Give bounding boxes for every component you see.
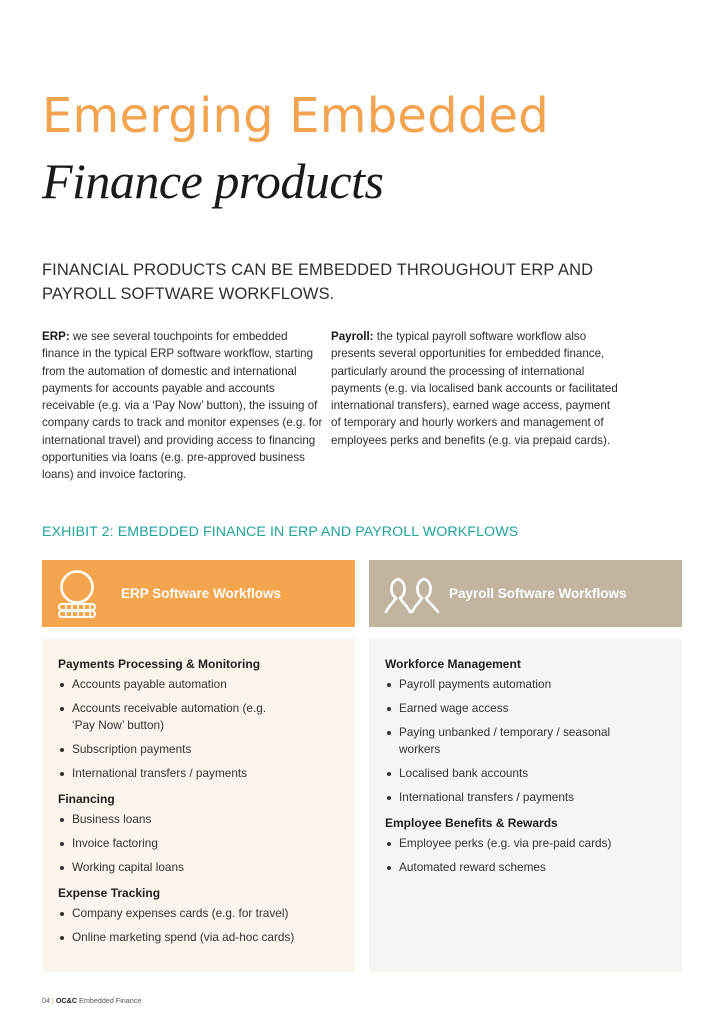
erp-intro-text: we see several touchpoints for embedded finance in the typical ERP software workflow, starting from the automation of domestic and international payments for accounts payable and accounts receivable (e.g. via a ‘Pay Now’ button), the issuing of company cards to track and monitor expenses (e.g. for international travel) and providing access to financing opportunities via loans (e.g. pre-approved business loans) and invoice factoring.	[42, 330, 323, 482]
brand-name: OC&C	[55, 996, 78, 1005]
erp-intro-label: ERP:	[42, 330, 70, 343]
list-item: Automated reward schemes	[385, 859, 666, 876]
section-title: Workforce Management	[385, 657, 521, 671]
erp-panel-header	[42, 560, 355, 627]
title-line-2: Finance products	[42, 153, 384, 209]
list-item: Invoice factoring	[58, 835, 339, 852]
payroll-panel-title: Payroll Software Workflows	[449, 586, 627, 601]
exhibit-title: EXHIBIT 2: EMBEDDED FINANCE IN ERP AND PAYROLL WORKFLOWS	[42, 524, 519, 540]
section-title: Employee Benefits & Rewards	[385, 816, 558, 830]
list-item: Accounts receivable automation (e.g. ‘Pay Now’ button)	[58, 700, 277, 734]
list-item: Employee perks (e.g. via pre-paid cards)	[385, 835, 666, 852]
section-title: Payments Processing & Monitoring	[58, 657, 261, 671]
erp-panel-title: ERP Software Workflows	[121, 586, 282, 601]
payroll-intro-paragraph	[331, 328, 621, 449]
list-item: Paying unbanked / temporary / seasonal workers	[385, 724, 644, 758]
payroll-intro-label: Payroll:	[331, 330, 374, 343]
people-icon	[383, 574, 441, 614]
erp-intro-paragraph	[42, 328, 327, 484]
erp-panel-body	[42, 639, 355, 972]
list-item: Accounts payable automation	[58, 676, 339, 693]
payroll-intro-text: the typical payroll software workflow also presents several opportunities for embedded finance, particularly around the processing of international payments (e.g. via localised bank accounts or facilitated international transfers), earned wage access, payment of temporary and hourly workers and management of employees perks and benefits (e.g. via prepaid cards).	[331, 330, 618, 447]
page-number: 04	[42, 996, 50, 1005]
section-title: Expense Tracking	[58, 886, 161, 900]
bullet-list	[58, 905, 339, 946]
bullet-list	[385, 835, 666, 876]
list-item: International transfers / payments	[58, 765, 339, 782]
list-item: Company expenses cards (e.g. for travel)	[58, 905, 339, 922]
list-item: Online marketing spend (via ad-hoc cards)	[58, 929, 339, 946]
list-item: Working capital loans	[58, 859, 339, 876]
list-item: Earned wage access	[385, 700, 666, 717]
payroll-panel-body	[369, 639, 682, 972]
coin-stack-icon	[55, 569, 99, 619]
list-item: Business loans	[58, 811, 339, 828]
list-item: International transfers / payments	[385, 789, 666, 806]
document-name: Embedded Finance	[79, 996, 142, 1005]
title-line-1: Emerging Embedded	[42, 88, 549, 144]
bullet-list	[385, 676, 666, 806]
bullet-list	[58, 676, 339, 782]
page-footer	[42, 996, 141, 1005]
list-item: Payroll payments automation	[385, 676, 666, 693]
footer-divider: |	[52, 996, 56, 1005]
payroll-panel-header	[369, 560, 682, 627]
list-item: Subscription payments	[58, 741, 339, 758]
bullet-list	[58, 811, 339, 876]
section-title: Financing	[58, 792, 115, 806]
subheading: FINANCIAL PRODUCTS CAN BE EMBEDDED THROUGHOUT ERP AND PAYROLL SOFTWARE WORKFLOWS.	[42, 261, 594, 303]
list-item: Localised bank accounts	[385, 765, 666, 782]
